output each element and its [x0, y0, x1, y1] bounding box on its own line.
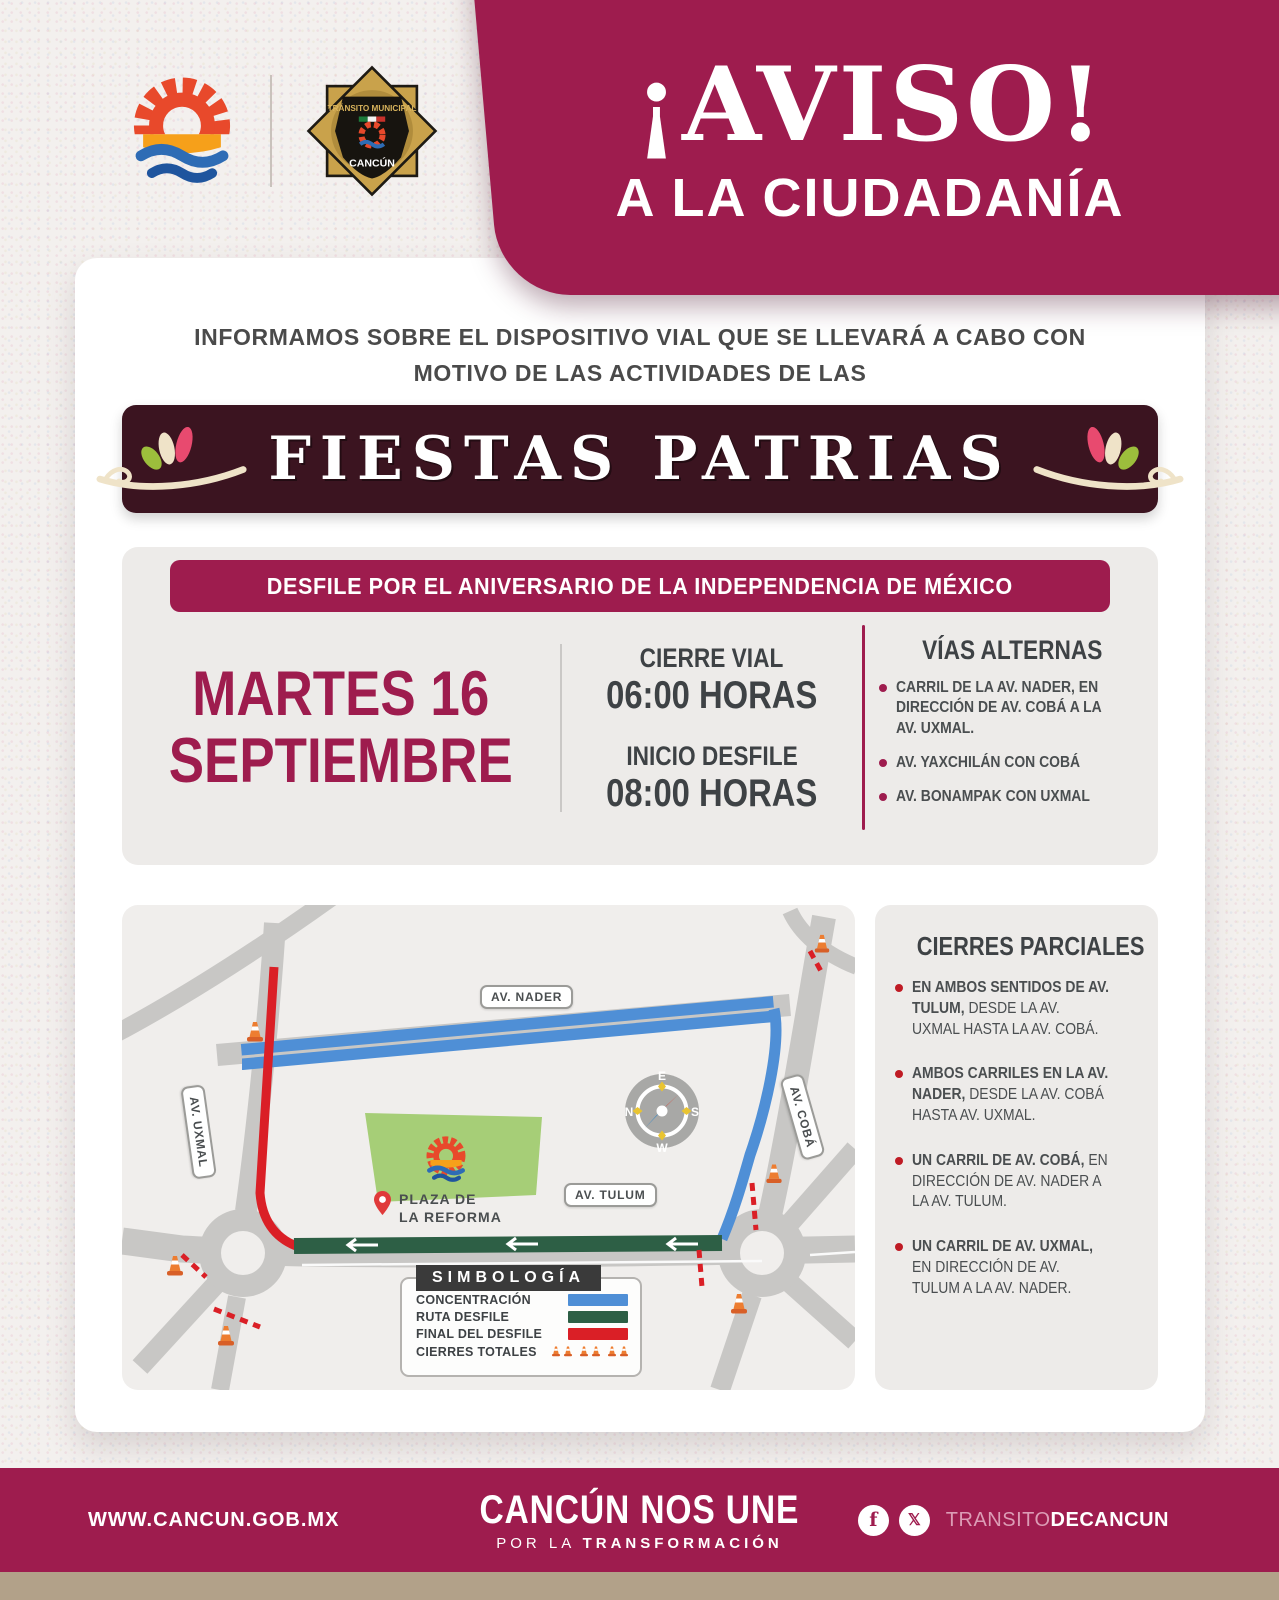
badge-city: CANCÚN	[349, 157, 395, 170]
road-label-uxmal: AV. UXMAL	[180, 1084, 217, 1180]
event-date-line2: SEPTIEMBRE	[168, 725, 514, 796]
list-item	[895, 978, 1140, 1040]
legend-row	[416, 1293, 628, 1307]
vias-alternas	[865, 635, 1145, 821]
compass-icon	[625, 1069, 699, 1155]
cierres-parciales-title: CIERRES PARCIALES	[916, 931, 1145, 961]
road-label-coba: AV. COBÁ	[779, 1073, 826, 1161]
brand-title: CANCÚN NOS UNE	[479, 1488, 800, 1532]
list-item	[895, 1151, 1140, 1213]
brand-sub-bold: TRANSFORMACIÓN	[582, 1535, 783, 1552]
cierres-item-text: UN CARRIL DE AV. COBÁ, EN DIRECCIÓN DE AV. NADER A LA AV. TULUM.	[912, 1151, 1108, 1211]
inicio-desfile-label: INICIO DESFILE	[626, 740, 798, 771]
legend-label: RUTA DESFILE	[416, 1310, 510, 1324]
plaza-line2: LA REFORMA	[399, 1208, 502, 1225]
list-item	[879, 678, 1145, 740]
desfile-banner	[170, 560, 1110, 612]
vias-alternas-title: VÍAS ALTERNAS	[921, 634, 1103, 665]
map-panel	[122, 905, 855, 1390]
legend-label: FINAL DEL DESFILE	[416, 1327, 543, 1341]
aviso-title: ¡AVISO!	[634, 45, 1106, 165]
road-label-nader: AV. NADER	[480, 985, 573, 1009]
footer-website: WWW.CANCUN.GOB.MX	[88, 1508, 340, 1531]
bottom-strip	[0, 1572, 1279, 1600]
fiestas-patrias-banner	[122, 405, 1158, 513]
compass-n: N	[624, 1105, 634, 1119]
legend-row	[416, 1310, 628, 1324]
legend-row	[416, 1327, 628, 1341]
map-legend	[400, 1269, 642, 1377]
legend-swatch-concentracion	[568, 1294, 628, 1306]
event-date	[122, 658, 560, 796]
cierres-item-text: EN AMBOS SENTIDOS DE AV. TULUM, DESDE LA AV. UXMAL HASTA LA AV. COBÁ.	[912, 979, 1109, 1038]
badge-title: TRÁNSITO MUNICIPAL	[327, 104, 417, 114]
footer	[0, 1468, 1279, 1572]
compass-e: E	[657, 1069, 667, 1083]
social-handle: TRANSITODECANCUN	[945, 1508, 1169, 1531]
x-twitter-icon: 𝕏	[899, 1505, 930, 1536]
cancun-logo-icon	[128, 71, 236, 191]
time-block-desfile	[562, 741, 862, 813]
legend-cones-icon	[548, 1344, 628, 1360]
legend-row	[416, 1344, 628, 1360]
fiestas-patrias-title: FIESTAS PATRIAS	[268, 424, 1012, 494]
legend-label: CONCENTRACIÓN	[416, 1293, 532, 1307]
flourish-left-icon	[95, 416, 250, 502]
cierres-item-text: UN CARRIL DE AV. UXMAL, EN DIRECCIÓN DE AV. TULUM A LA AV. NADER.	[912, 1238, 1093, 1297]
vias-item-text: CARRIL DE LA AV. NADER, EN DIRECCIÓN DE AV. COBÁ A LA AV. UXMAL.	[896, 678, 1102, 738]
inicio-desfile-value: 08:00 HORAS	[606, 771, 818, 815]
schedule-panel	[122, 547, 1158, 865]
brand-sub-light: POR LA	[496, 1535, 575, 1552]
vias-item-text: AV. BONAMPAK CON UXMAL	[896, 787, 1090, 805]
cierres-parciales-panel	[875, 905, 1158, 1390]
cierre-vial-value: 06:00 HORAS	[606, 673, 818, 717]
legend-label: CIERRES TOTALES	[416, 1345, 537, 1359]
cierres-parciales-list	[895, 978, 1140, 1300]
roundabout-uxmal-center	[221, 1231, 265, 1275]
header-logos	[128, 58, 438, 204]
road-label-tulum: AV. TULUM	[564, 1183, 657, 1207]
event-date-line1: MARTES 16	[192, 658, 490, 729]
transito-badge-icon	[306, 58, 438, 204]
footer-social	[858, 1505, 1169, 1536]
cierres-item-text: AMBOS CARRILES EN LA AV. NADER, DESDE LA AV. COBÁ HASTA AV. UXMAL.	[912, 1065, 1109, 1124]
logo-divider	[270, 75, 272, 187]
facebook-icon: f	[858, 1505, 889, 1536]
intro-text: INFORMAMOS SOBRE EL DISPOSITIVO VIAL QUE SE LLEVARÁ A CABO CON MOTIVO DE LAS ACTIVIDADES DE LAS	[194, 324, 1086, 386]
plaza-reforma-label	[374, 1191, 502, 1226]
compass-w: W	[656, 1141, 668, 1155]
flourish-right-icon	[1030, 416, 1185, 502]
cierre-vial-label: CIERRE VIAL	[640, 642, 784, 673]
desfile-banner-text: DESFILE POR EL ANIVERSARIO DE LA INDEPENDENCIA DE MÉXICO	[267, 572, 1013, 599]
time-block-cierre	[562, 643, 862, 715]
event-times	[562, 643, 862, 813]
legend-swatch-final	[568, 1328, 628, 1340]
legend-swatch-ruta	[568, 1311, 628, 1323]
vias-alternas-list	[879, 678, 1145, 808]
vias-item-text: AV. YAXCHILÁN CON COBÁ	[896, 753, 1081, 771]
list-item	[895, 1064, 1140, 1126]
main-card	[75, 258, 1205, 1432]
list-item	[879, 787, 1145, 808]
aviso-subtitle: A LA CIUDADANÍA	[615, 168, 1125, 229]
roundabout-coba-center	[740, 1231, 784, 1275]
aviso-header	[585, 45, 1155, 229]
legend-title: SIMBOLOGÍA	[416, 1265, 601, 1291]
list-item	[879, 753, 1145, 774]
plaza-line1: PLAZA DE	[399, 1191, 477, 1207]
map-pin-icon	[374, 1191, 391, 1215]
list-item	[895, 1237, 1140, 1299]
compass-s: S	[690, 1105, 700, 1119]
